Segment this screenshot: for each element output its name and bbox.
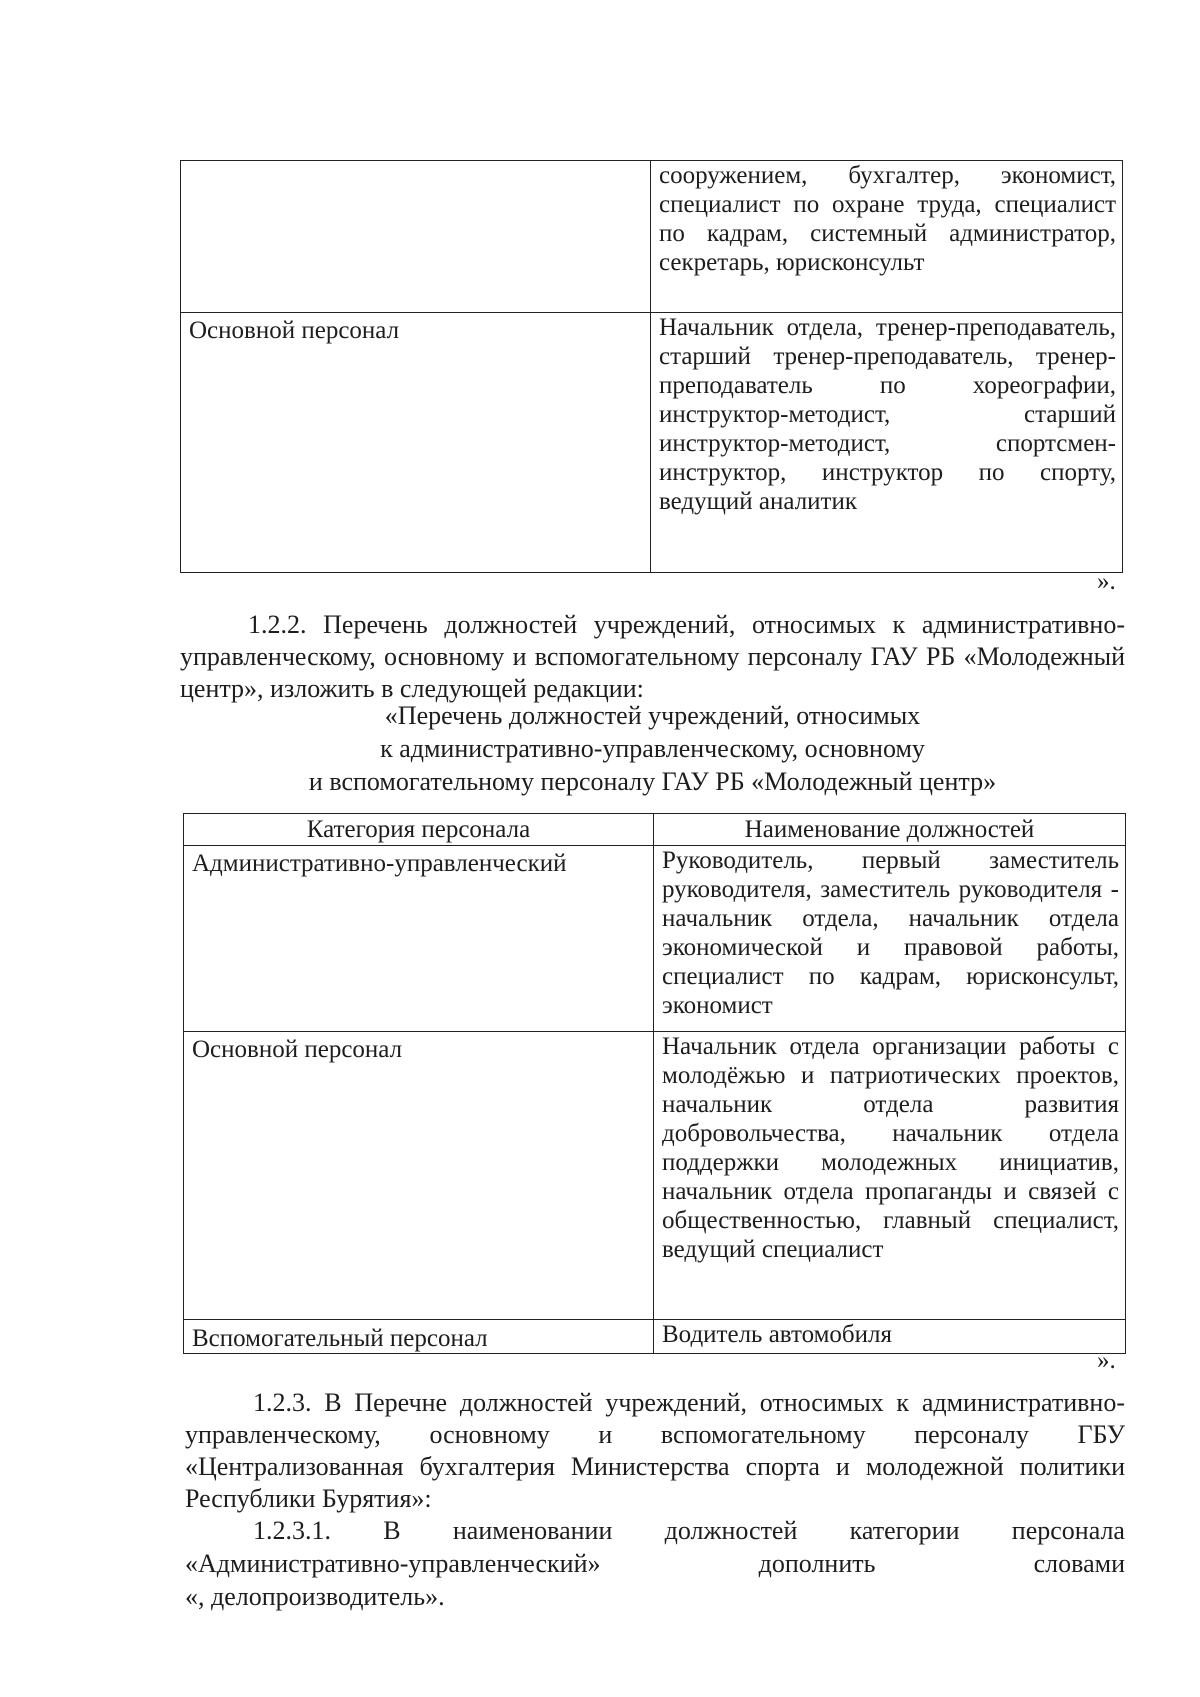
- category-cell: Административно-управленческий: [184, 846, 654, 1032]
- list-title-line: «Перечень должностей учреждений, относимых: [384, 701, 921, 730]
- positions-table: [183, 813, 1126, 1354]
- category-cell: Вспомогательный персонал: [184, 1320, 654, 1354]
- positions-cell: Начальник отдела организации работы с молодёжью и патриотических проектов, начальник отдела развития добровольчества, начальник отдела поддержки молодежных инициатив, начальник отдела пропаганды и связей с общественностью, главный специалист, ведущий специалист: [654, 1032, 1126, 1320]
- table-header-row: [184, 814, 1126, 846]
- paragraph-1-2-3-1-line: [185, 1548, 1125, 1580]
- table-row: [181, 161, 1123, 313]
- paragraph-1-2-3: 1.2.3. В Перечне должностей учреждений, относимых к административно-управленческому, основному и вспомогательному персоналу ГБУ «Централизованная бухгалтерия Министерства спорта и молодежной политики Республики Бурятия»:: [185, 1388, 1125, 1513]
- word: дополнить: [758, 1549, 876, 1578]
- positions-cell: Начальник отдела, тренер-преподаватель, старший тренер-преподаватель, тренер-преподаватель по хореографии, инструктор-методист, старший инструктор-методист, спортсмен-инструктор, инструктор по спорту, ведущий аналитик: [651, 313, 1123, 573]
- paragraph-1-2-2: 1.2.2. Перечень должностей учреждений, относимых к административно-управленческому, основному и вспомогательному персоналу ГАУ РБ «Молодежный центр», изложить в следующей редакции:: [180, 610, 1125, 703]
- closing-quote: ».: [1097, 1347, 1116, 1374]
- word: словами: [1033, 1549, 1125, 1578]
- word: персонала: [1011, 1516, 1125, 1545]
- column-header-category: Категория персонала: [184, 814, 654, 846]
- word: «Административно-управленческий»: [185, 1549, 601, 1578]
- word: категории: [849, 1516, 960, 1545]
- positions-cell: Водитель автомобиля: [654, 1320, 1126, 1354]
- category-cell: Основной персонал: [181, 313, 651, 573]
- category-cell: Основной персонал: [184, 1032, 654, 1320]
- closing-quote: ».: [1097, 568, 1116, 595]
- list-title-line: и вспомогательному персоналу ГАУ РБ «Молодежный центр»: [308, 767, 997, 796]
- word: наименовании: [452, 1516, 613, 1545]
- word: В: [383, 1516, 401, 1545]
- positions-cell: сооружением, бухгалтер, экономист, специалист по охране труда, специалист по кадрам, системный администратор, секретарь, юрисконсульт: [651, 161, 1123, 313]
- table-row: [184, 1032, 1126, 1320]
- table-row: [184, 846, 1126, 1032]
- column-header-positions: Наименование должностей: [654, 814, 1126, 846]
- word: должностей: [664, 1516, 798, 1545]
- table-row: [181, 313, 1123, 573]
- positions-cell: Руководитель, первый заместитель руководителя, заместитель руководителя - начальник отдела, начальник отдела экономической и правовой работы, специалист по кадрам, юрисконсульт, экономист: [654, 846, 1126, 1032]
- paragraph-1-2-3-1-line: «, делопроизводитель».: [185, 1582, 445, 1611]
- paragraph-1-2-3-1-line: [253, 1515, 1125, 1547]
- table-row: [184, 1320, 1126, 1354]
- list-title-line: к административно-управленческому, основному: [380, 734, 925, 763]
- positions-table-continued: [180, 160, 1123, 573]
- category-cell: [181, 161, 651, 313]
- word: 1.2.3.1.: [253, 1516, 331, 1545]
